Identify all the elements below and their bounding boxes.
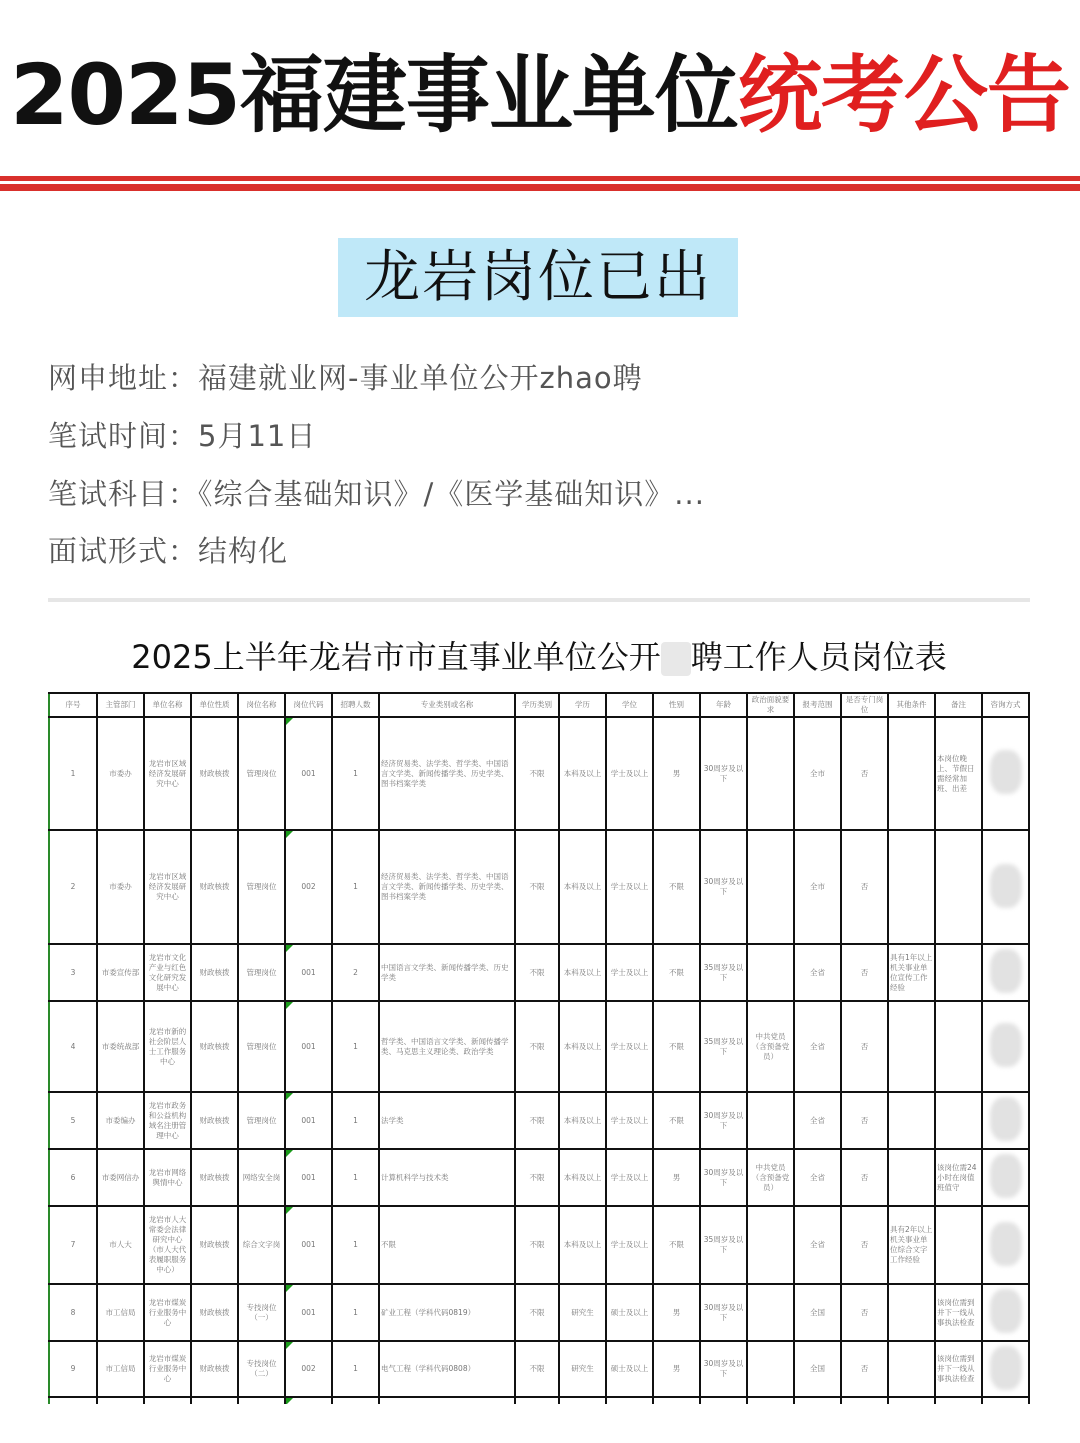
column-header: 报考范围	[794, 693, 841, 717]
table-cell	[888, 1397, 935, 1404]
table-cell	[794, 1397, 841, 1404]
table-row	[49, 717, 1029, 830]
table-cell: 龙岩市人大常委会法律研究中心（市人大代表履职服务中心）	[144, 1206, 191, 1284]
table-cell	[700, 1397, 747, 1404]
table-cell: 学士及以上	[606, 1001, 653, 1092]
table-cell: 1	[332, 717, 379, 830]
table-cell: 不限	[515, 1341, 559, 1397]
table-cell: 1	[332, 1206, 379, 1284]
table-cell	[559, 1397, 606, 1404]
table-cell: 学士及以上	[606, 944, 653, 1001]
table-cell: 全省	[794, 1149, 841, 1206]
table-cell: 龙岩市区域经济发展研究中心	[144, 717, 191, 830]
table-cell	[747, 944, 794, 1001]
info-label: 笔试时间：	[48, 419, 199, 453]
table-cell: 全省	[794, 1001, 841, 1092]
contact-cell-blurred	[982, 1092, 1029, 1149]
table-cell: 男	[653, 1149, 700, 1206]
table-cell: 全省	[794, 1206, 841, 1284]
table-cell: 全市	[794, 830, 841, 944]
main-title	[0, 40, 1080, 150]
info-value: 5月11日	[198, 419, 317, 453]
column-header: 学历类别	[515, 693, 559, 717]
info-label: 面试形式：	[48, 534, 199, 568]
info-value: 福建就业网-事业单位公开zhao聘	[198, 361, 643, 395]
info-line	[48, 416, 316, 456]
table-cell	[888, 1341, 935, 1397]
table-cell: 专技岗位（一）	[238, 1284, 285, 1341]
table-cell: 中共党员（含预备党员）	[747, 1001, 794, 1092]
table-cell	[285, 1397, 332, 1404]
table-cell	[747, 717, 794, 830]
table-cell: 具有1年以上机关事业单位宣传工作经验	[888, 944, 935, 1001]
contact-cell-blurred	[982, 830, 1029, 944]
column-header: 政治面貌要求	[747, 693, 794, 717]
table-cell: 不限	[515, 1206, 559, 1284]
table-cell: 1	[332, 1092, 379, 1149]
table-cell: 龙岩市文化产业与红色文化研究发展中心	[144, 944, 191, 1001]
column-header: 序号	[49, 693, 97, 717]
table-cell: 中国语言文学类、新闻传播学类、历史学类	[379, 944, 515, 1001]
table-cell: 5	[49, 1092, 97, 1149]
table-cell	[747, 830, 794, 944]
table-cell: 001	[285, 717, 332, 830]
table-cell: 001	[285, 1092, 332, 1149]
table-cell: 001	[285, 1149, 332, 1206]
table-cell: 2	[49, 830, 97, 944]
table-cell: 网络安全岗	[238, 1149, 285, 1206]
table-cell: 财政核拨	[191, 1149, 238, 1206]
table-cell	[653, 1397, 700, 1404]
divider	[0, 176, 1080, 181]
table-cell: 6	[49, 1149, 97, 1206]
table-cell: 35周岁及以下	[700, 1206, 747, 1284]
table-cell: 1	[332, 1284, 379, 1341]
blur-mask	[990, 864, 1022, 908]
table-cell: 001	[285, 944, 332, 1001]
column-header: 单位性质	[191, 693, 238, 717]
table-cell: 本科及以上	[559, 1092, 606, 1149]
blur-mask	[990, 1097, 1022, 1141]
table-cell: 龙岩市煤炭行业服务中心	[144, 1341, 191, 1397]
table-cell: 综合文字岗	[238, 1206, 285, 1284]
info-line	[48, 474, 705, 514]
table-cell: 1	[49, 717, 97, 830]
table-cell: 否	[841, 1341, 888, 1397]
table-cell: 9	[49, 1341, 97, 1397]
table-cell: 具有2年以上机关事业单位综合文字工作经验	[888, 1206, 935, 1284]
table-cell: 不限	[515, 830, 559, 944]
table-cell: 该岗位需到井下一线从事执法检查	[935, 1341, 982, 1397]
table-cell	[888, 830, 935, 944]
table-cell: 否	[841, 1284, 888, 1341]
table-cell: 1	[332, 830, 379, 944]
table-cell: 财政核拨	[191, 830, 238, 944]
contact-cell-blurred	[982, 1001, 1029, 1092]
table-row	[49, 944, 1029, 1001]
table-cell	[935, 1206, 982, 1284]
contact-cell-blurred	[982, 1284, 1029, 1341]
table-cell: 001	[285, 1206, 332, 1284]
blur-mask	[990, 1346, 1022, 1390]
table-cell: 全国	[794, 1341, 841, 1397]
table-cell	[144, 1397, 191, 1404]
column-header: 单位名称	[144, 693, 191, 717]
table-cell: 学士及以上	[606, 1149, 653, 1206]
table-cell: 中共党员（含预备党员）	[747, 1149, 794, 1206]
info-label: 网申地址：	[48, 361, 199, 395]
table-cell: 不限	[515, 944, 559, 1001]
column-header: 岗位代码	[285, 693, 332, 717]
table-cell: 矿业工程（学科代码0819）	[379, 1284, 515, 1341]
table-cell	[332, 1397, 379, 1404]
table-cell: 财政核拨	[191, 944, 238, 1001]
table-cell: 否	[841, 944, 888, 1001]
table-cell: 本科及以上	[559, 830, 606, 944]
table-cell: 否	[841, 1001, 888, 1092]
title-red: 统考公告	[737, 46, 1070, 144]
column-header: 专业类别或名称	[379, 693, 515, 717]
table-row	[49, 1092, 1029, 1149]
table-cell: 市委宣传部	[97, 944, 144, 1001]
table-cell: 本科及以上	[559, 717, 606, 830]
table-cell: 35周岁及以下	[700, 944, 747, 1001]
table-cell: 龙岩市区域经济发展研究中心	[144, 830, 191, 944]
subtitle-banner: 龙岩岗位已出	[338, 238, 738, 317]
blur-mask	[990, 750, 1022, 794]
table-cell	[888, 1149, 935, 1206]
column-header: 是否专门岗位	[841, 693, 888, 717]
column-header: 学位	[606, 693, 653, 717]
table-cell: 硕士及以上	[606, 1284, 653, 1341]
table-cell: 专技岗位（二）	[238, 1341, 285, 1397]
table-cell: 8	[49, 1284, 97, 1341]
column-header: 备注	[935, 693, 982, 717]
table-cell: 全国	[794, 1284, 841, 1341]
table-cell: 本科及以上	[559, 1206, 606, 1284]
table-header-row	[49, 693, 1029, 717]
table-cell: 研究生	[559, 1284, 606, 1341]
table-cell: 35周岁及以下	[700, 1001, 747, 1092]
contact-cell-blurred	[982, 1341, 1029, 1397]
table-cell: 管理岗位	[238, 830, 285, 944]
table-cell: 不限	[653, 1092, 700, 1149]
table-row-partial	[49, 1397, 1029, 1404]
table-cell	[935, 830, 982, 944]
positions-table	[48, 692, 1030, 1404]
table-cell: 市工信局	[97, 1341, 144, 1397]
table-cell: 30周岁及以下	[700, 1092, 747, 1149]
table-cell: 3	[49, 944, 97, 1001]
column-header: 岗位名称	[238, 693, 285, 717]
table-cell: 男	[653, 717, 700, 830]
blur-mask	[990, 1023, 1022, 1067]
column-header: 性别	[653, 693, 700, 717]
table-cell: 财政核拨	[191, 1284, 238, 1341]
table-cell: 否	[841, 1206, 888, 1284]
column-header: 学历	[559, 693, 606, 717]
table-row	[49, 1284, 1029, 1341]
table-cell: 该岗位需24小时在岗值班值守	[935, 1149, 982, 1206]
table-cell: 30周岁及以下	[700, 830, 747, 944]
table-cell	[935, 1397, 982, 1404]
table-cell	[515, 1397, 559, 1404]
table-cell	[935, 1092, 982, 1149]
table-cell: 30周岁及以下	[700, 1284, 747, 1341]
table-cell: 002	[285, 830, 332, 944]
table-cell: 4	[49, 1001, 97, 1092]
column-header: 咨询方式	[982, 693, 1029, 717]
table-cell: 本科及以上	[559, 944, 606, 1001]
table-cell: 001	[285, 1284, 332, 1341]
table-cell: 财政核拨	[191, 1092, 238, 1149]
table-cell	[606, 1397, 653, 1404]
sheet-title-left: 2025上半年龙岩市市直事业单位公开	[131, 638, 661, 676]
table-cell: 龙岩市煤炭行业服务中心	[144, 1284, 191, 1341]
table-cell: 龙岩市政务和公益机构域名注册管理中心	[144, 1092, 191, 1149]
table-cell: 1	[332, 1341, 379, 1397]
table-cell	[841, 1397, 888, 1404]
table-cell	[379, 1397, 515, 1404]
table-cell: 否	[841, 1092, 888, 1149]
table-cell: 男	[653, 1284, 700, 1341]
column-header: 其他条件	[888, 693, 935, 717]
blur-mask	[990, 949, 1022, 993]
table-cell: 学士及以上	[606, 717, 653, 830]
table-cell: 研究生	[559, 1341, 606, 1397]
table-cell	[97, 1397, 144, 1404]
sheet-title	[48, 632, 1030, 678]
table-cell: 不限	[515, 717, 559, 830]
spreadsheet-screenshot	[48, 598, 1030, 1404]
table-cell	[238, 1397, 285, 1404]
table-cell	[888, 1001, 935, 1092]
table-cell: 经济贸易类、法学类、哲学类、中国语言文学类、新闻传播学类、历史学类、图书档案学类	[379, 830, 515, 944]
table-row	[49, 1341, 1029, 1397]
table-cell: 001	[285, 1001, 332, 1092]
table-cell: 本科及以上	[559, 1001, 606, 1092]
column-header: 年龄	[700, 693, 747, 717]
table-cell: 计算机科学与技术类	[379, 1149, 515, 1206]
table-cell: 本科及以上	[559, 1149, 606, 1206]
table-cell	[935, 944, 982, 1001]
table-cell: 1	[332, 1001, 379, 1092]
column-header: 招聘人数	[332, 693, 379, 717]
table-cell: 市委办	[97, 830, 144, 944]
title-black: 2025福建事业单位	[10, 46, 738, 144]
table-cell: 管理岗位	[238, 944, 285, 1001]
contact-cell-blurred	[982, 717, 1029, 830]
table-cell: 该岗位需到井下一线从事执法检查	[935, 1284, 982, 1341]
sheet-title-right: 聘工作人员岗位表	[690, 638, 947, 676]
table-cell: 电气工程（学科代码0808）	[379, 1341, 515, 1397]
contact-cell-blurred	[982, 1149, 1029, 1206]
table-cell	[49, 1397, 97, 1404]
table-cell	[191, 1397, 238, 1404]
table-cell: 财政核拨	[191, 1206, 238, 1284]
table-cell: 2	[332, 944, 379, 1001]
table-cell	[747, 1092, 794, 1149]
table-cell: 龙岩市新的社会阶层人士工作服务中心	[144, 1001, 191, 1092]
table-cell	[888, 1284, 935, 1341]
table-cell	[888, 717, 935, 830]
table-cell: 002	[285, 1341, 332, 1397]
table-cell: 法学类	[379, 1092, 515, 1149]
info-line	[48, 358, 643, 398]
table-cell: 不限	[653, 1001, 700, 1092]
table-cell: 经济贸易类、法学类、哲学类、中国语言文学类、新闻传播学类、历史学类、图书档案学类	[379, 717, 515, 830]
table-cell: 哲学类、中国语言文学类、新闻传播学类、马克思主义理论类、政治学类	[379, 1001, 515, 1092]
table-cell	[982, 1397, 1029, 1404]
table-cell: 否	[841, 1149, 888, 1206]
blur-mask	[990, 1289, 1022, 1333]
info-value: 结构化	[198, 534, 289, 568]
table-cell: 不限	[515, 1149, 559, 1206]
table-row	[49, 1149, 1029, 1206]
table-cell	[747, 1341, 794, 1397]
table-cell: 不限	[515, 1092, 559, 1149]
info-line	[48, 531, 288, 571]
table-cell: 学士及以上	[606, 1206, 653, 1284]
table-cell: 管理岗位	[238, 1001, 285, 1092]
table-cell: 市委统战部	[97, 1001, 144, 1092]
divider	[0, 184, 1080, 191]
table-cell: 市工信局	[97, 1284, 144, 1341]
table-cell: 龙岩市网络舆情中心	[144, 1149, 191, 1206]
table-cell: 不限	[653, 830, 700, 944]
table-cell: 财政核拨	[191, 1001, 238, 1092]
blur-mask	[661, 642, 691, 676]
table-cell: 财政核拨	[191, 1341, 238, 1397]
table-cell: 1	[332, 1149, 379, 1206]
table-cell: 市委办	[97, 717, 144, 830]
table-cell: 30周岁及以下	[700, 1149, 747, 1206]
table-cell: 全省	[794, 944, 841, 1001]
table-cell: 不限	[653, 1206, 700, 1284]
table-cell: 7	[49, 1206, 97, 1284]
table-cell: 财政核拨	[191, 717, 238, 830]
table-cell	[747, 1284, 794, 1341]
info-value: 《综合基础知识》/《医学基础知识》...	[198, 477, 705, 511]
table-cell: 全市	[794, 717, 841, 830]
table-cell: 30周岁及以下	[700, 1341, 747, 1397]
table-row	[49, 830, 1029, 944]
table-row	[49, 1206, 1029, 1284]
contact-cell-blurred	[982, 1206, 1029, 1284]
table-cell: 全省	[794, 1092, 841, 1149]
table-cell: 管理岗位	[238, 717, 285, 830]
table-cell: 30周岁及以下	[700, 717, 747, 830]
table-cell: 不限	[653, 944, 700, 1001]
table-cell: 学士及以上	[606, 830, 653, 944]
table-cell: 否	[841, 830, 888, 944]
blur-mask	[990, 1222, 1022, 1266]
table-cell: 本岗位晚上、节假日需经常加班、出差	[935, 717, 982, 830]
table-cell	[747, 1206, 794, 1284]
contact-cell-blurred	[982, 944, 1029, 1001]
table-cell: 学士及以上	[606, 1092, 653, 1149]
table-cell: 不限	[515, 1001, 559, 1092]
table-cell: 市委编办	[97, 1092, 144, 1149]
table-cell	[935, 1001, 982, 1092]
info-label: 笔试科目：	[48, 477, 199, 511]
table-cell: 男	[653, 1341, 700, 1397]
table-cell: 管理岗位	[238, 1092, 285, 1149]
table-cell: 硕士及以上	[606, 1341, 653, 1397]
column-header: 主管部门	[97, 693, 144, 717]
table-cell: 不限	[379, 1206, 515, 1284]
table-row	[49, 1001, 1029, 1092]
table-cell	[747, 1397, 794, 1404]
blur-mask	[990, 1154, 1022, 1198]
table-cell: 不限	[515, 1284, 559, 1341]
table-cell: 否	[841, 717, 888, 830]
table-cell: 市人大	[97, 1206, 144, 1284]
table-cell	[888, 1092, 935, 1149]
table-cell: 市委网信办	[97, 1149, 144, 1206]
